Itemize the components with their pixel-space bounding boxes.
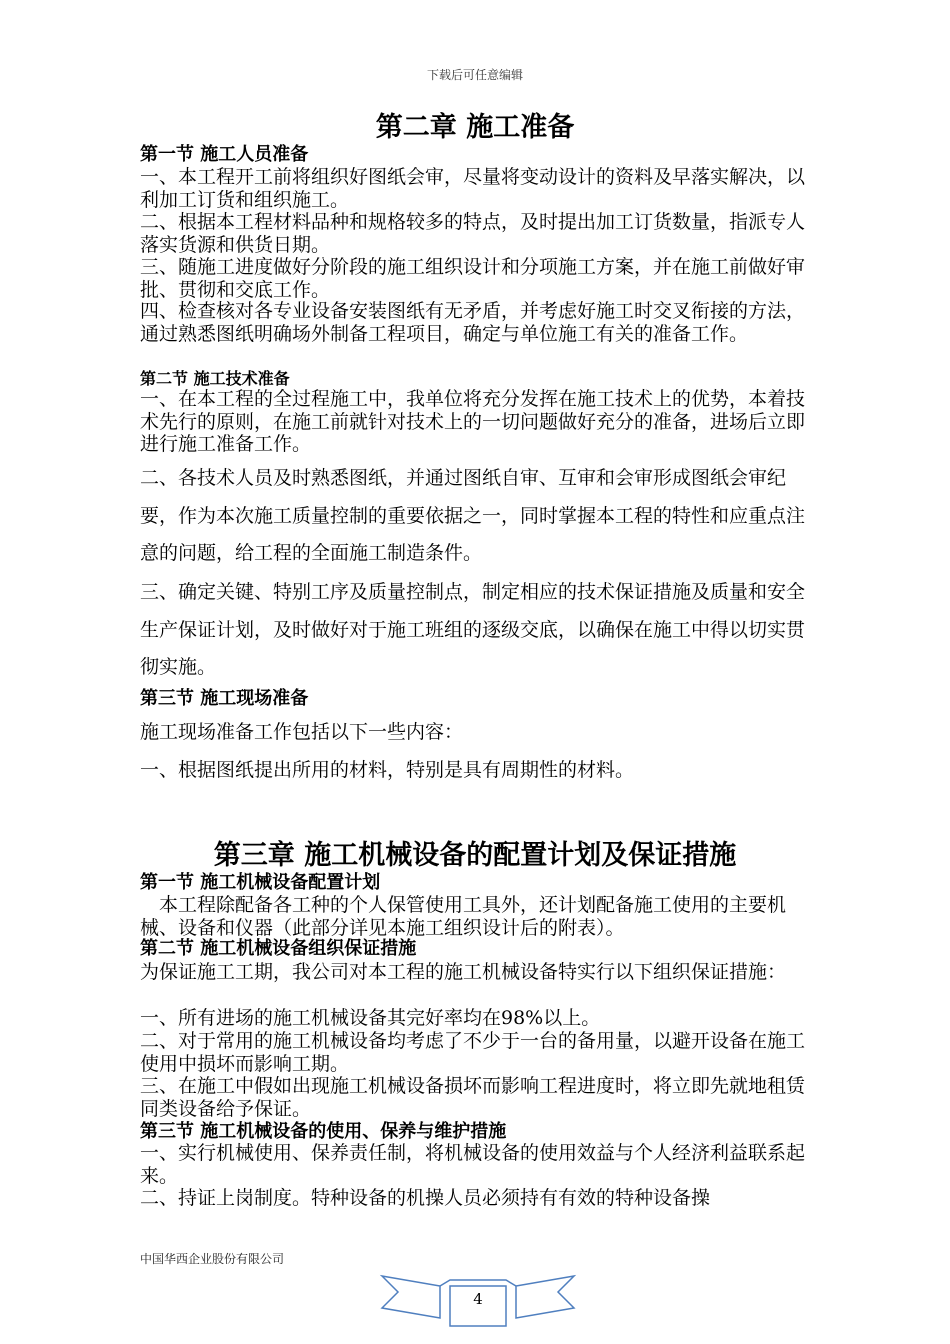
page-number: 4 <box>473 1290 483 1308</box>
paragraph: 二、各技术人员及时熟悉图纸，并通过图纸自审、互审和会审形成图纸会审纪要，作为本次施工质量控制的重要依据之一，同时掌握本工程的特性和应重点注意的问题，给工程的全面施工制造条件。 <box>140 467 806 564</box>
footer-company: 中国华西企业股份有限公司 <box>140 1252 285 1266</box>
header-note: 下载后可任意编辑 <box>426 68 523 82</box>
chapter-3-title: 第三章 施工机械设备的配置计划及保证措施 <box>213 840 737 871</box>
section-2-2-title: 第二节 施工技术准备 <box>140 369 290 388</box>
paragraph: 三、随施工进度做好分阶段的施工组织设计和分项施工方案，并在施工前做好审批、贯彻和交底工作。 <box>140 256 806 301</box>
paragraph: 一、根据图纸提出所用的材料，特别是具有周期性的材料。 <box>140 759 635 781</box>
section-2-1-title: 第一节 施工人员准备 <box>140 144 309 165</box>
section-3-1-title: 第一节 施工机械设备配置计划 <box>140 872 381 893</box>
paragraph: 为保证施工工期，我公司对本工程的施工机械设备特实行以下组织保证措施： <box>140 961 787 983</box>
chapter-2-title: 第二章 施工准备 <box>375 112 575 143</box>
paragraph: 施工现场准备工作包括以下一些内容： <box>140 721 464 743</box>
paragraph: 一、所有进场的施工机械设备其完好率均在98%以上。 <box>140 1007 601 1029</box>
paragraph: 二、根据本工程材料品种和规格较多的特点，及时提出加工订货数量，指派专人落实货源和供货日期。 <box>140 211 806 256</box>
paragraph: 三、确定关键、特别工序及质量控制点，制定相应的技术保证措施及质量和安全生产保证计划，及时做好对于施工班组的逐级交底，以确保在施工中得以切实贯彻实施。 <box>140 581 806 678</box>
section-3-3-title: 第三节 施工机械设备的使用、保养与维护措施 <box>140 1121 507 1142</box>
section-2-3-title: 第三节 施工现场准备 <box>140 688 309 709</box>
paragraph: 四、检查核对各专业设备安装图纸有无矛盾，并考虑好施工时交叉衔接的方法，通过熟悉图纸明确场外制备工程项目，确定与单位施工有关的准备工作。 <box>140 300 806 345</box>
paragraph: 三、在施工中假如出现施工机械设备损坏而影响工程进度时，将立即先就地租赁同类设备给予保证。 <box>140 1075 806 1120</box>
paragraph: 二、持证上岗制度。特种设备的机操人员必须持有有效的特种设备操 <box>140 1187 711 1209</box>
paragraph: 本工程除配备各工种的个人保管使用工具外，还计划配备施工使用的主要机械、设备和仪器（此部分详见本施工组织设计后的附表）。 <box>140 894 787 939</box>
paragraph: 一、本工程开工前将组织好图纸会审，尽量将变动设计的资料及早落实解决，以利加工订货和组织施工。 <box>140 166 806 211</box>
section-3-2-title: 第二节 施工机械设备组织保证措施 <box>140 938 417 959</box>
paragraph: 一、实行机械使用、保养责任制，将机械设备的使用效益与个人经济利益联系起来。 <box>140 1142 806 1187</box>
paragraph: 一、在本工程的全过程施工中，我单位将充分发挥在施工技术上的优势，本着技术先行的原则，在施工前就针对技术上的一切问题做好充分的准备，进场后立即进行施工准备工作。 <box>140 388 806 455</box>
paragraph: 二、对于常用的施工机械设备均考虑了不少于一台的备用量，以避开设备在施工使用中损坏而影响工期。 <box>140 1030 806 1075</box>
